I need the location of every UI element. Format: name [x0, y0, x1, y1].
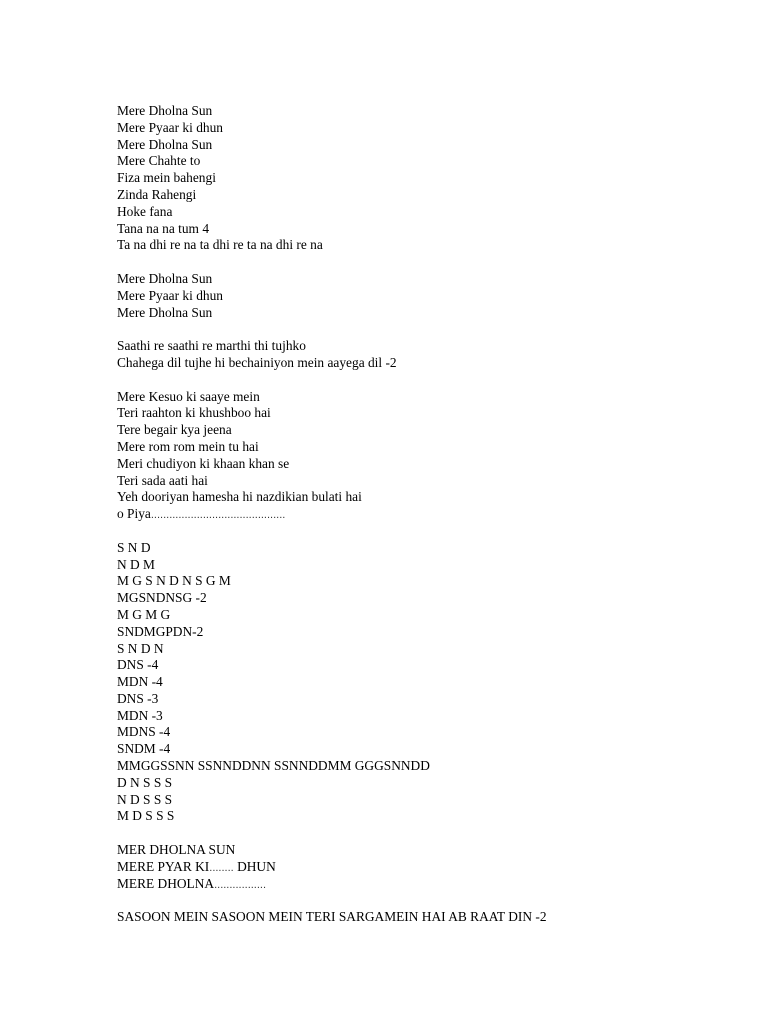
text-line: [117, 271, 737, 288]
line-text: Mere Chahte to: [117, 153, 201, 169]
line-text: N D S S S: [117, 791, 173, 807]
stanza-gap: [117, 372, 737, 389]
text-line: [117, 808, 737, 825]
line-text: MDNS -4: [117, 724, 171, 740]
text-line: [117, 641, 737, 658]
dotted-leader: .................: [214, 878, 267, 891]
text-line: [117, 842, 737, 859]
text-line: [117, 557, 737, 574]
text-line: [117, 724, 737, 741]
text-line: [117, 489, 737, 506]
line-text: Mere Pyaar ki dhun: [117, 287, 223, 303]
line-text: SNDM -4: [117, 741, 171, 757]
text-line: [117, 355, 737, 372]
text-line: [117, 103, 737, 120]
text-line: [117, 439, 737, 456]
text-line: [117, 691, 737, 708]
line-text: M G S N D N S G M: [117, 573, 231, 589]
text-line: [117, 573, 737, 590]
line-text: Mere Pyaar ki dhun: [117, 119, 223, 135]
document-page: [117, 103, 737, 926]
text-line: [117, 153, 737, 170]
line-text: Saathi re saathi re marthi thi tujhko: [117, 338, 306, 354]
line-text: Mere Dholna Sun: [117, 304, 213, 320]
line-text: S N D N: [117, 640, 164, 656]
text-line: [117, 137, 737, 154]
text-line: [117, 389, 737, 406]
text-line: [117, 909, 737, 926]
text-line: [117, 473, 737, 490]
stanza: [117, 271, 737, 321]
stanza: [117, 103, 737, 254]
text-line: [117, 876, 737, 893]
line-text: Ta na dhi re na ta dhi re ta na dhi re na: [117, 237, 323, 253]
line-text: Mere rom rom mein tu hai: [117, 438, 259, 454]
stanza-gap: [117, 523, 737, 540]
text-line: [117, 422, 737, 439]
text-line: [117, 288, 737, 305]
line-text: N D M: [117, 556, 155, 572]
line-text: MER DHOLNA SUN: [117, 842, 236, 858]
line-text: MERE DHOLNA: [117, 875, 215, 891]
text-line: [117, 708, 737, 725]
stanza: [117, 389, 737, 523]
line-text: MDN -3: [117, 707, 163, 723]
text-line: [117, 405, 737, 422]
text-line: [117, 120, 737, 137]
text-line: [117, 237, 737, 254]
line-text: Mere Dholna Sun: [117, 270, 213, 286]
text-line: [117, 758, 737, 775]
line-text-after: DHUN: [233, 858, 276, 874]
text-line: [117, 305, 737, 322]
line-text: Tere begair kya jeena: [117, 422, 232, 438]
stanza-gap: [117, 892, 737, 909]
line-text: M D S S S: [117, 808, 175, 824]
line-text: MDN -4: [117, 674, 163, 690]
line-text: Chahega dil tujhe hi bechainiyon mein aayega dil -2: [117, 354, 397, 370]
text-line: [117, 187, 737, 204]
text-line: [117, 792, 737, 809]
stanza-gap: [117, 254, 737, 271]
line-text: Meri chudiyon ki khaan khan se: [117, 455, 290, 471]
text-line: [117, 456, 737, 473]
text-line: [117, 540, 737, 557]
line-text: DNS -4: [117, 657, 159, 673]
text-line: [117, 170, 737, 187]
line-text: Fiza mein bahengi: [117, 170, 216, 186]
line-text: MMGGSSNN SSNNDDNN SSNNDDMM GGGSNNDD: [117, 758, 430, 774]
line-text: Hoke fana: [117, 203, 173, 219]
dotted-leader: ............................................: [150, 509, 286, 522]
line-text: Mere Kesuo ki saaye mein: [117, 388, 260, 404]
line-text: Mere Dholna Sun: [117, 136, 213, 152]
line-text: MGSNDNSG -2: [117, 590, 207, 606]
line-text: MERE PYAR KI: [117, 858, 210, 874]
text-line: [117, 204, 737, 221]
line-text: Teri raahton ki khushboo hai: [117, 405, 271, 421]
stanza-gap: [117, 321, 737, 338]
line-text: Tana na na tum 4: [117, 220, 210, 236]
text-line: [117, 607, 737, 624]
line-text: SNDMGPDN-2: [117, 623, 204, 639]
text-line: [117, 221, 737, 238]
text-line: [117, 741, 737, 758]
line-text: M G M G: [117, 606, 171, 622]
text-line: [117, 338, 737, 355]
text-line: [117, 657, 737, 674]
lyrics-body: [117, 103, 737, 926]
line-text: Mere Dholna Sun: [117, 103, 213, 118]
text-line: [117, 624, 737, 641]
text-line: [117, 506, 737, 523]
line-text: D N S S S: [117, 774, 173, 790]
text-line: [117, 859, 737, 876]
text-line: [117, 775, 737, 792]
text-line: [117, 674, 737, 691]
line-text: o Piya: [117, 506, 151, 522]
stanza: [117, 909, 737, 926]
stanza-gap: [117, 825, 737, 842]
stanza: [117, 338, 737, 372]
stanza: [117, 540, 737, 826]
line-text: Zinda Rahengi: [117, 186, 197, 202]
line-text: DNS -3: [117, 690, 159, 706]
text-line: [117, 590, 737, 607]
line-text: S N D: [117, 539, 151, 555]
line-text: SASOON MEIN SASOON MEIN TERI SARGAMEIN HAI AB RAAT DIN -2: [117, 909, 547, 925]
stanza: [117, 842, 737, 892]
line-text: Teri sada aati hai: [117, 472, 208, 488]
line-text: Yeh dooriyan hamesha hi nazdikian bulati hai: [117, 489, 362, 505]
dotted-leader: ........: [209, 861, 234, 874]
